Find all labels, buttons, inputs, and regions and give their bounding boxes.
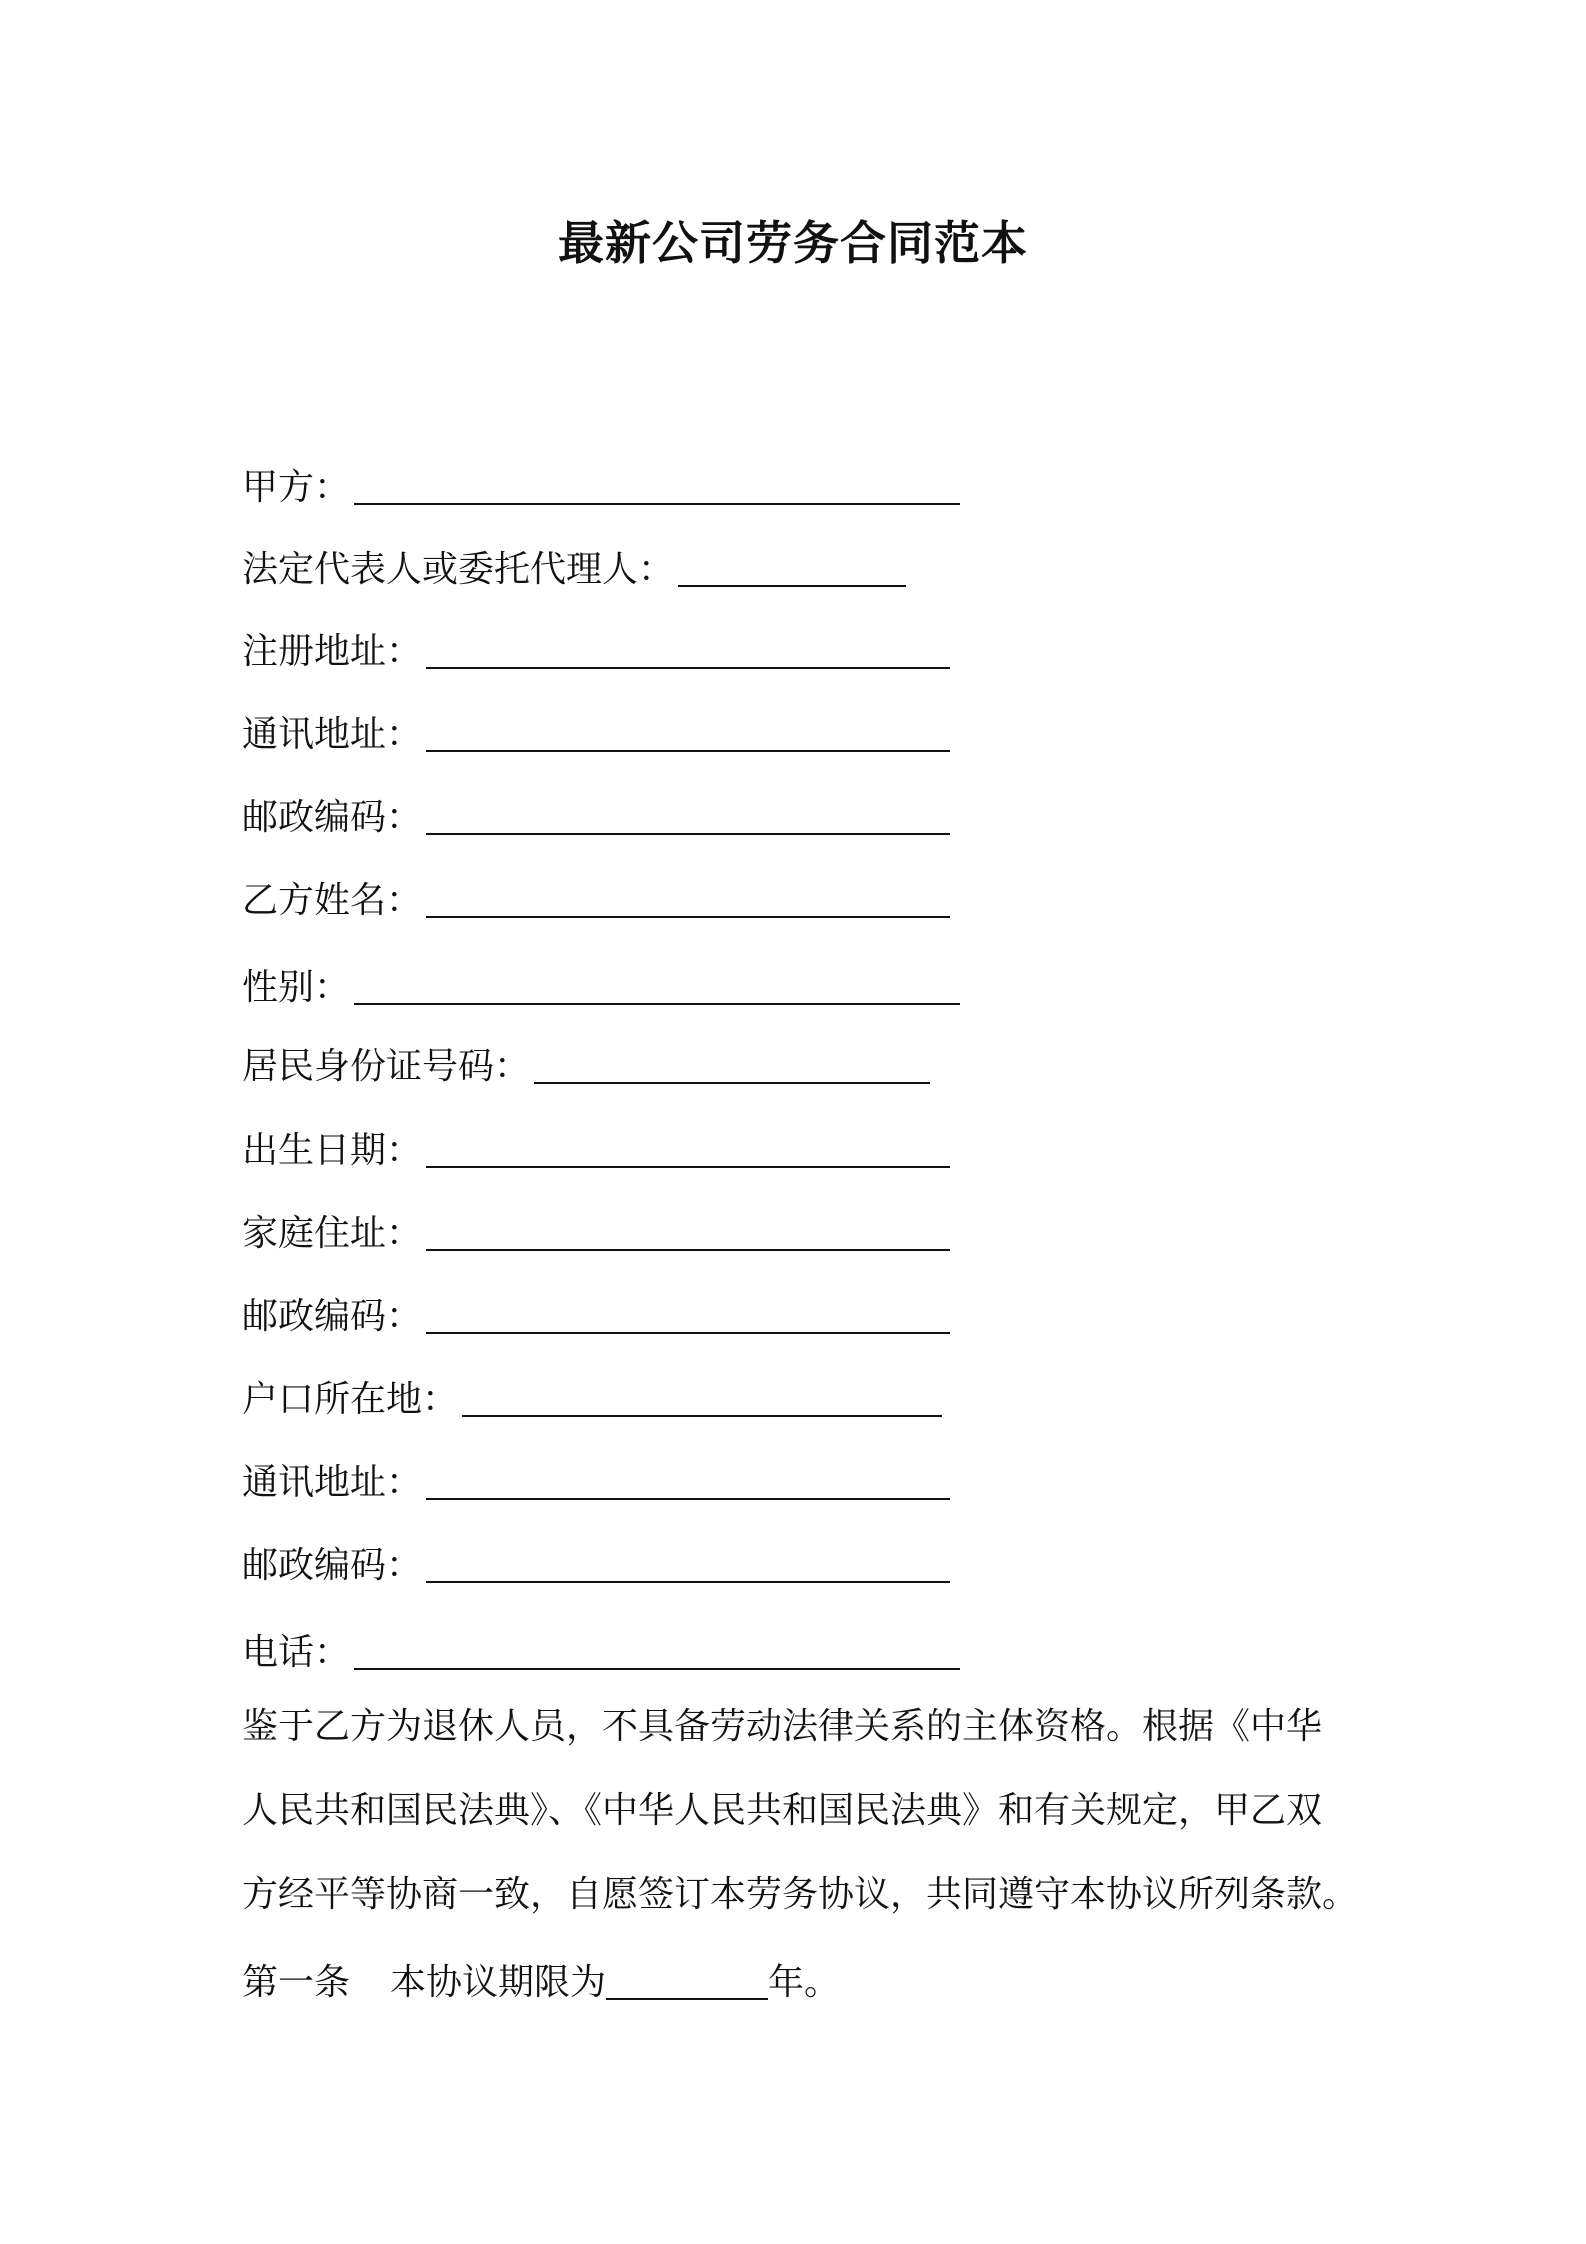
field-label: 居民身份证号码： — [242, 1046, 531, 1087]
field-label: 邮政编码： — [242, 797, 423, 838]
field-label: 性别： — [242, 967, 351, 1008]
field-label: 出生日期： — [242, 1130, 423, 1171]
fill-in-blank — [426, 1498, 950, 1500]
phone-field — [242, 1628, 960, 1678]
article-text-after: 年。 — [768, 1962, 841, 2003]
party-b-postal-code-field — [242, 1292, 950, 1342]
fill-in-blank — [678, 585, 906, 587]
field-label: 邮政编码： — [242, 1545, 423, 1586]
party-a-field — [242, 463, 960, 513]
party-a-mailing-address-field — [242, 710, 950, 760]
fill-in-blank — [606, 1998, 768, 2000]
field-label: 邮政编码： — [242, 1296, 423, 1337]
fill-in-blank — [354, 1003, 960, 1005]
legal-representative-field — [242, 545, 906, 595]
field-label: 通讯地址： — [242, 714, 423, 755]
fill-in-blank — [426, 1581, 950, 1583]
party-b-mailing-address-field — [242, 1458, 950, 1508]
field-label: 注册地址： — [242, 631, 423, 672]
household-registration-field — [242, 1375, 942, 1425]
fill-in-blank — [426, 750, 950, 752]
page-title: 最新公司劳务合同范本 — [558, 216, 1028, 270]
fill-in-blank — [426, 1166, 950, 1168]
fill-in-blank — [426, 916, 950, 918]
article-1 — [242, 1958, 840, 2008]
home-address-field — [242, 1209, 950, 1259]
party-b-postal-code-2-field — [242, 1541, 950, 1591]
preamble-line-2: 人民共和国民法典》、《中华人民共和国民法典》和有关规定，甲乙双 — [242, 1790, 1323, 1831]
field-label: 甲方： — [242, 467, 351, 508]
field-label: 法定代表人或委托代理人： — [242, 549, 675, 590]
fill-in-blank — [354, 1668, 960, 1670]
birth-date-field — [242, 1126, 950, 1176]
fill-in-blank — [426, 1249, 950, 1251]
fill-in-blank — [426, 1332, 950, 1334]
field-label: 乙方姓名： — [242, 880, 423, 921]
fill-in-blank — [462, 1415, 942, 1417]
party-a-postal-code-field — [242, 793, 950, 843]
fill-in-blank — [354, 503, 960, 505]
preamble-line-3: 方经平等协商一致，自愿签订本劳务协议，共同遵守本协议所列条款。 — [242, 1874, 1359, 1915]
fill-in-blank — [426, 667, 950, 669]
field-label: 通讯地址： — [242, 1462, 423, 1503]
preamble-line-1: 鉴于乙方为退休人员，不具备劳动法律关系的主体资格。根据《中华 — [242, 1706, 1323, 1747]
gender-field — [242, 963, 960, 1013]
fill-in-blank — [534, 1082, 930, 1084]
fill-in-blank — [426, 833, 950, 835]
party-b-name-field — [242, 876, 950, 926]
registered-address-field — [242, 627, 950, 677]
id-number-field — [242, 1042, 930, 1092]
field-label: 户口所在地： — [242, 1379, 459, 1420]
article-number: 第一条 — [242, 1962, 351, 2003]
field-label: 电话： — [242, 1632, 351, 1673]
field-label: 家庭住址： — [242, 1213, 423, 1254]
article-text-before: 本协议期限为 — [390, 1962, 607, 2003]
